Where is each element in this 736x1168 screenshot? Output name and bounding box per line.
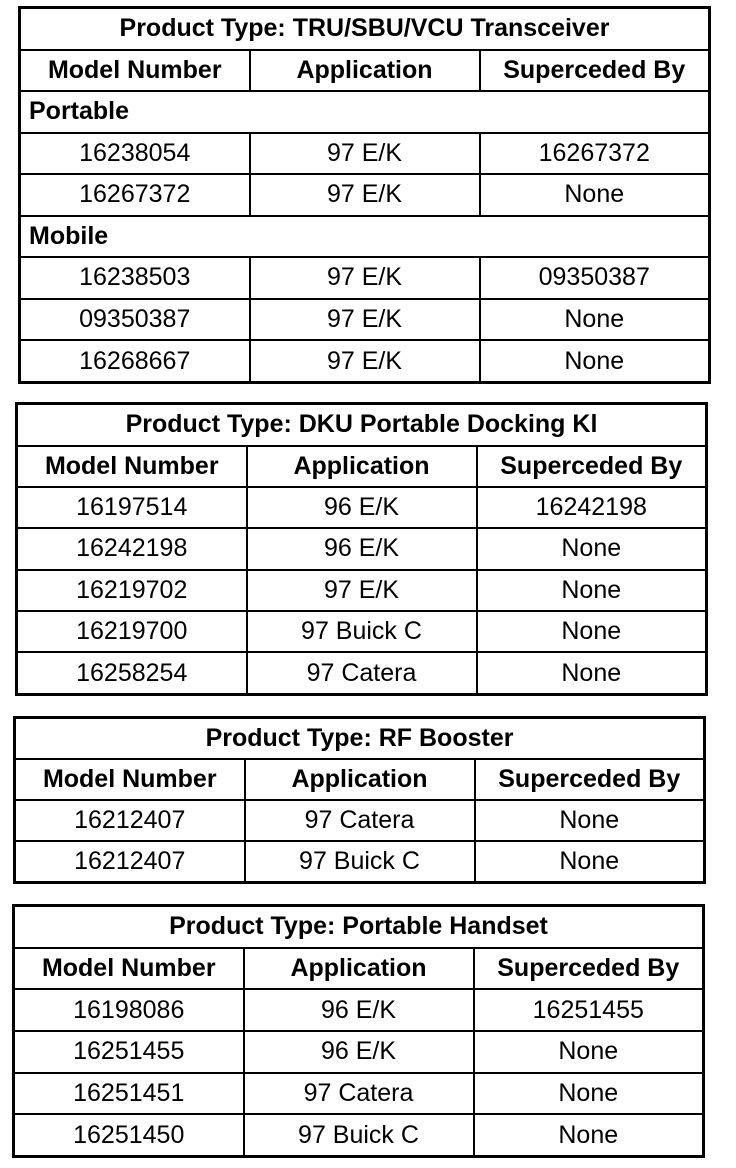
- table-row: [15, 841, 705, 883]
- table-row: [20, 340, 710, 382]
- table-row: [20, 299, 710, 340]
- table-row: [17, 487, 707, 528]
- cell-superceded-by: None: [474, 1031, 704, 1073]
- cell-application: 97 Buick C: [244, 1114, 474, 1156]
- cell-model-number: 16238054: [20, 133, 250, 174]
- cell-model-number: 16212407: [15, 841, 245, 883]
- table-row: [14, 1073, 704, 1115]
- cell-superceded-by: None: [477, 652, 707, 694]
- table-row: [14, 989, 704, 1031]
- header-superceded-by: Superceded By: [475, 759, 705, 800]
- cell-model-number: 16212407: [15, 800, 245, 841]
- section-label-portable: Portable: [20, 91, 710, 132]
- table-title-row: [15, 718, 705, 760]
- table-row: [20, 133, 710, 174]
- table-title-row: [17, 404, 707, 446]
- header-application: Application: [245, 759, 475, 800]
- header-model-number: Model Number: [17, 446, 247, 487]
- cell-model-number: 16242198: [17, 528, 247, 569]
- header-superceded-by: Superceded By: [474, 948, 704, 990]
- cell-model-number: 16197514: [17, 487, 247, 528]
- table-title-row: [20, 8, 710, 50]
- header-application: Application: [247, 446, 477, 487]
- cell-superceded-by: None: [474, 1073, 704, 1115]
- cell-application: 96 E/K: [244, 989, 474, 1031]
- header-application: Application: [250, 50, 480, 91]
- cell-superceded-by: 16242198: [477, 487, 707, 528]
- cell-superceded-by: 16267372: [480, 133, 710, 174]
- cell-model-number: 16251455: [14, 1031, 244, 1073]
- cell-application: 96 E/K: [247, 487, 477, 528]
- table-row: [15, 800, 705, 841]
- table-row: [17, 528, 707, 569]
- cell-application: 97 Catera: [245, 800, 475, 841]
- header-model-number: Model Number: [14, 948, 244, 990]
- cell-application: 96 E/K: [247, 528, 477, 569]
- header-row: [14, 948, 704, 990]
- cell-model-number: 16258254: [17, 652, 247, 694]
- cell-model-number: 16219700: [17, 611, 247, 652]
- cell-application: 96 E/K: [244, 1031, 474, 1073]
- cell-application: 97 E/K: [250, 174, 480, 215]
- cell-application: 97 Catera: [247, 652, 477, 694]
- table-title: Product Type: DKU Portable Docking Kl: [17, 404, 707, 446]
- header-model-number: Model Number: [15, 759, 245, 800]
- header-superceded-by: Superceded By: [477, 446, 707, 487]
- header-superceded-by: Superceded By: [480, 50, 710, 91]
- cell-application: 97 E/K: [250, 133, 480, 174]
- cell-model-number: 16238503: [20, 257, 250, 298]
- cell-model-number: 16219702: [17, 570, 247, 611]
- product-table-3: [13, 716, 706, 884]
- product-table-1: [18, 6, 711, 384]
- cell-application: 97 E/K: [250, 299, 480, 340]
- section-row: [20, 216, 710, 257]
- section-row: [20, 91, 710, 132]
- header-model-number: Model Number: [20, 50, 250, 91]
- header-row: [17, 446, 707, 487]
- product-table-2: [15, 402, 708, 696]
- cell-model-number: 09350387: [20, 299, 250, 340]
- table-row: [20, 257, 710, 298]
- cell-superceded-by: 09350387: [480, 257, 710, 298]
- cell-application: 97 E/K: [250, 340, 480, 382]
- cell-superceded-by: None: [475, 841, 705, 883]
- product-table-4: [12, 904, 705, 1158]
- table-row: [17, 570, 707, 611]
- cell-superceded-by: None: [480, 340, 710, 382]
- cell-superceded-by: None: [477, 528, 707, 569]
- cell-application: 97 Buick C: [245, 841, 475, 883]
- header-application: Application: [244, 948, 474, 990]
- table-title: Product Type: RF Booster: [15, 718, 705, 760]
- section-label-mobile: Mobile: [20, 216, 710, 257]
- cell-application: 97 E/K: [250, 257, 480, 298]
- table-row: [17, 652, 707, 694]
- header-row: [15, 759, 705, 800]
- cell-model-number: 16251451: [14, 1073, 244, 1115]
- cell-application: 97 Catera: [244, 1073, 474, 1115]
- table-row: [20, 174, 710, 215]
- cell-model-number: 16268667: [20, 340, 250, 382]
- cell-model-number: 16251450: [14, 1114, 244, 1156]
- cell-superceded-by: None: [480, 174, 710, 215]
- cell-superceded-by: 16251455: [474, 989, 704, 1031]
- cell-application: 97 E/K: [247, 570, 477, 611]
- table-row: [14, 1114, 704, 1156]
- table-row: [17, 611, 707, 652]
- cell-model-number: 16267372: [20, 174, 250, 215]
- table-title: Product Type: TRU/SBU/VCU Transceiver: [20, 8, 710, 50]
- cell-model-number: 16198086: [14, 989, 244, 1031]
- cell-superceded-by: None: [477, 611, 707, 652]
- cell-superceded-by: None: [480, 299, 710, 340]
- header-row: [20, 50, 710, 91]
- cell-superceded-by: None: [477, 570, 707, 611]
- cell-application: 97 Buick C: [247, 611, 477, 652]
- cell-superceded-by: None: [474, 1114, 704, 1156]
- table-title-row: [14, 906, 704, 948]
- table-title: Product Type: Portable Handset: [14, 906, 704, 948]
- cell-superceded-by: None: [475, 800, 705, 841]
- table-row: [14, 1031, 704, 1073]
